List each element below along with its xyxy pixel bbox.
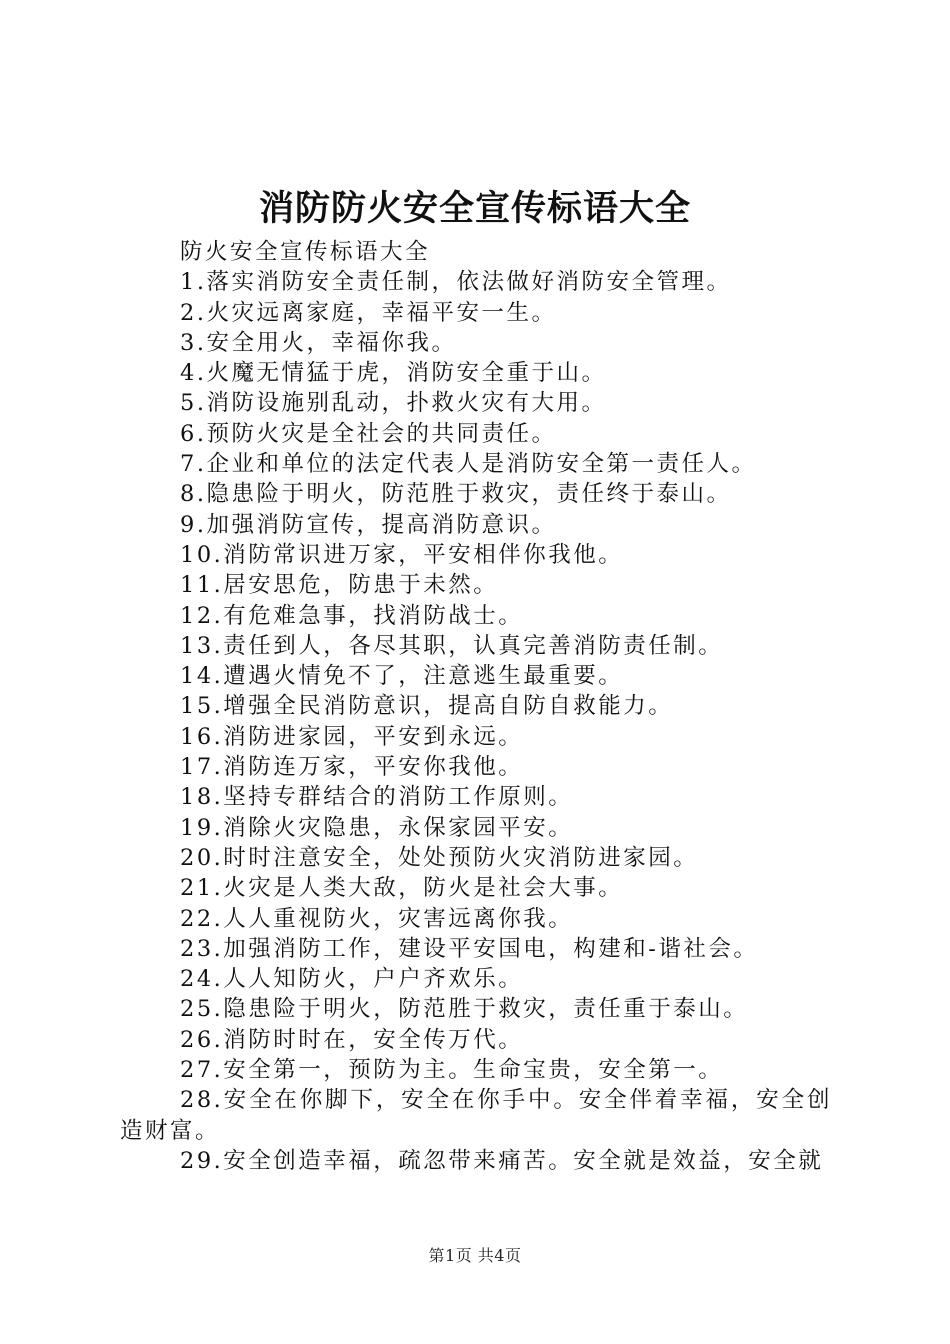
paragraph: 5.消防设施别乱动，扑救火灾有大用。 [180,390,607,417]
paragraph: 14.遭遇火情免不了，注意逃生最重要。 [180,663,624,690]
page-footer: 第1页 共4页 [428,1246,522,1265]
paragraph: 20.时时注意安全，处处预防火灾消防进家园。 [180,844,699,871]
document-title: 消防防火安全宣传标语大全 [258,188,691,229]
paragraph: 1.落实消防安全责任制，依法做好消防安全管理。 [180,269,732,296]
paragraph: 18.坚持专群结合的消防工作原则。 [180,784,574,811]
paragraph: 12.有危难急事，找消防战士。 [180,602,524,629]
paragraph: 16.消防进家园，平安到永远。 [180,723,524,750]
paragraph: 28.安全在你脚下，安全在你手中。安全伴着幸福，安全创造财富。 [120,1087,832,1144]
paragraph: 23.加强消防工作，建设平安国电，构建和-谐社会。 [180,935,759,962]
paragraph: 8.隐患险于明火，防范胜于救灾，责任终于泰山。 [180,481,732,508]
paragraph: 19.消除火灾隐患，永保家园平安。 [180,814,574,841]
paragraph: 4.火魔无情猛于虎，消防安全重于山。 [180,360,607,387]
paragraph: 10.消防常识进万家，平安相伴你我他。 [180,541,624,568]
paragraph: 24.人人知防火，户户齐欢乐。 [180,966,524,993]
paragraph: 防火安全宣传标语大全 [180,239,431,265]
paragraph: 3.安全用火，幸福你我。 [180,329,457,356]
paragraph: 26.消防时时在，安全传万代。 [180,1026,524,1053]
paragraph: 2.火灾远离家庭，幸福平安一生。 [180,299,557,326]
document-body [120,237,832,1176]
paragraph: 13.责任到人，各尽其职，认真完善消防责任制。 [180,632,724,659]
paragraph: 27.安全第一，预防为主。生命宝贵，安全第一。 [180,1057,724,1084]
paragraph: 29.安全创造幸福，疏忽带来痛苦。安全就是效益，安全就 [180,1147,824,1174]
paragraph: 7.企业和单位的法定代表人是消防安全第一责任人。 [180,451,757,478]
paragraph: 15.增强全民消防意识，提高自防自救能力。 [180,693,674,720]
paragraph: 22.人人重视防火，灾害远离你我。 [180,905,574,932]
paragraph: 17.消防连万家，平安你我他。 [180,754,524,781]
paragraph: 21.火灾是人类大敌，防火是社会大事。 [180,875,624,902]
paragraph: 6.预防火灾是全社会的共同责任。 [180,420,557,447]
paragraph: 11.居安思危，防患于未然。 [180,572,499,599]
paragraph: 9.加强消防宣传，提高消防意识。 [180,511,557,538]
paragraph: 25.隐患险于明火，防范胜于救灾，责任重于泰山。 [180,996,749,1023]
